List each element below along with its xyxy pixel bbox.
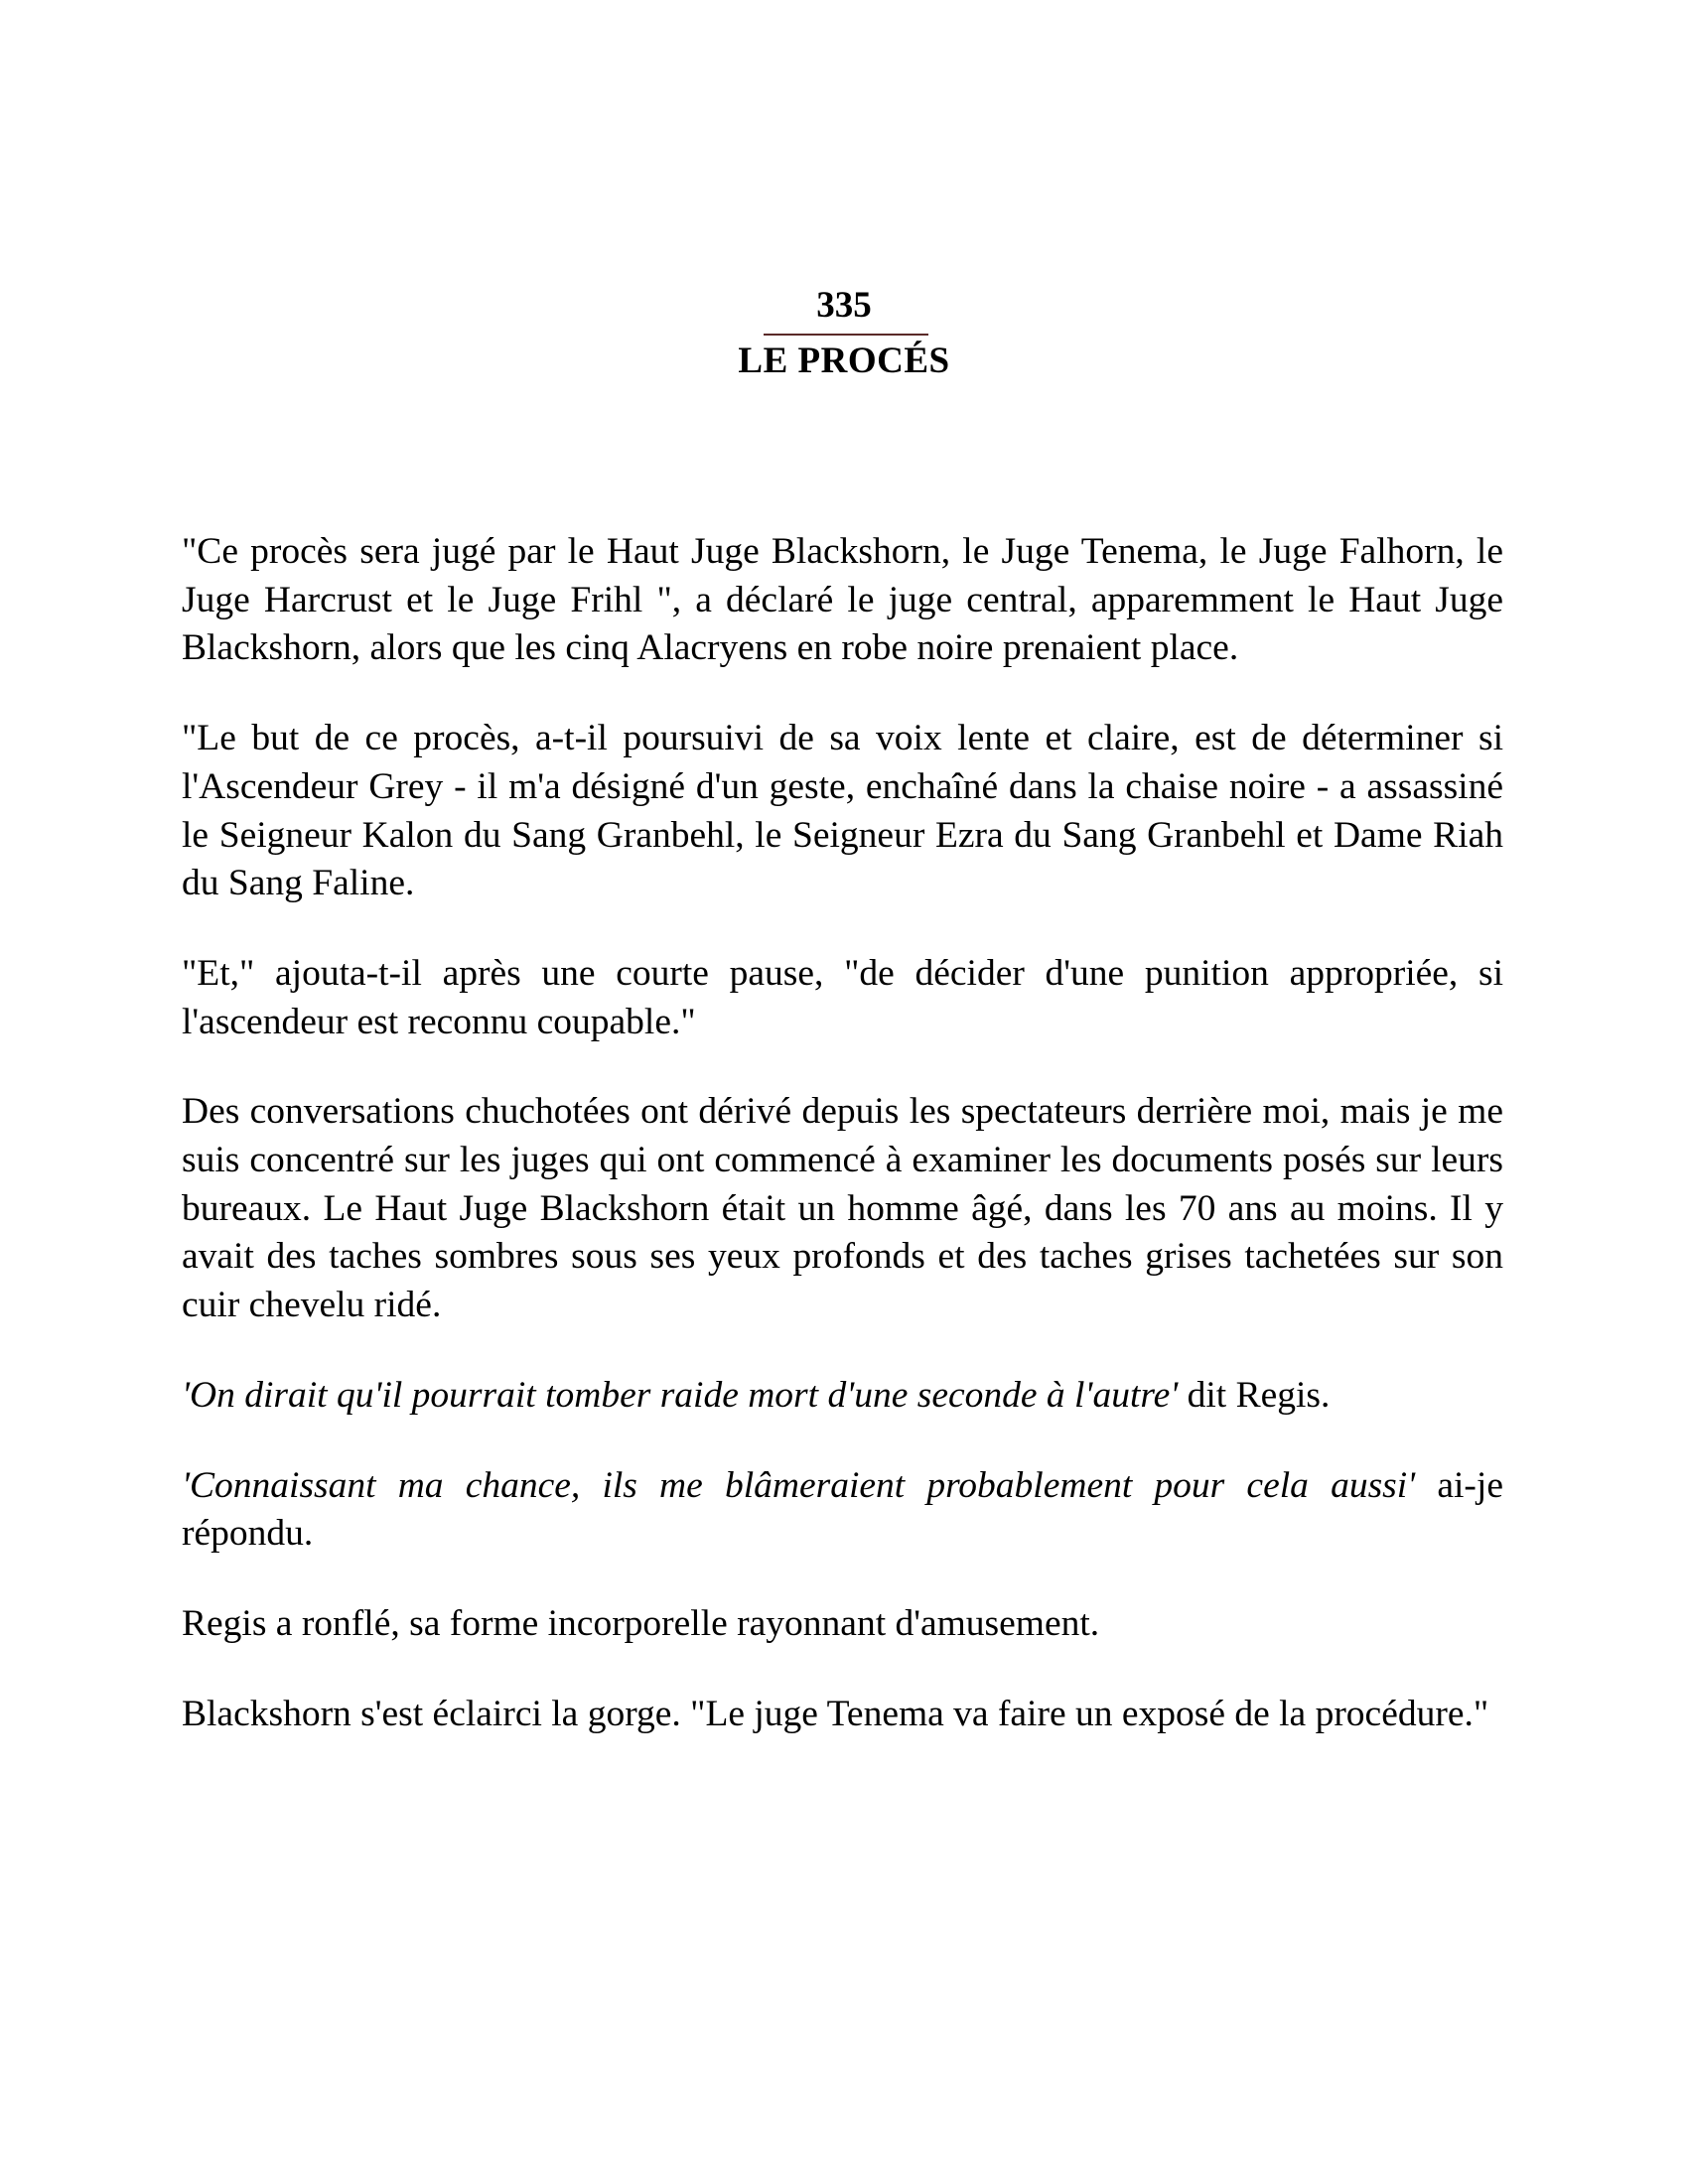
chapter-number: 335 [816,285,872,326]
paragraph [182,1088,1503,1330]
italic-thought: 'On dirait qu'il pourrait tomber raide mort d'une seconde à l'autre' [182,1374,1179,1416]
paragraph [182,1691,1503,1739]
paragraph [182,950,1503,1046]
chapter-title: LE PROCÉS [738,341,950,381]
chapter-divider-rule [764,334,928,336]
paragraph-text: Des conversations chuchotées ont dérivé depuis les spectateurs derrière moi, mais je me suis concentré sur les juges qui ont commencé à examiner les documents posés sur leurs bureaux. Le Haut Juge Blackshorn était un homme âgé, dans les 70 ans au moins. Il y avait des taches sombres sous ses yeux profonds et des taches grises tachetées sur son cuir chevelu ridé. [182,1091,1503,1326]
paragraph [182,1600,1503,1649]
paragraph-text: Regis a ronflé, sa forme incorporelle rayonnant d'amusement. [182,1602,1100,1644]
chapter-body [182,528,1503,1780]
paragraph [182,1372,1503,1421]
paragraph-text: "Ce procès sera jugé par le Haut Juge Blackshorn, le Juge Tenema, le Juge Falhorn, le Juge Harcrust et le Juge Frihl ", a déclaré le juge central, apparemment le Haut Juge Blackshorn, alors que les cinq Alacryens en robe noire prenaient place. [182,531,1503,669]
paragraph-text: dit Regis. [1178,1374,1331,1416]
paragraph-text: ai-je répondu. [182,1464,1503,1555]
paragraph [182,1462,1503,1559]
paragraph-text: "Et," ajouta-t-il après une courte pause, "de décider d'une punition appropriée, si l'ascendeur est reconnu coupable." [182,952,1503,1042]
italic-thought: 'Connaissant ma chance, ils me blâmeraient probablement pour cela aussi' [182,1464,1416,1506]
paragraph [182,528,1503,673]
paragraph [182,715,1503,908]
paragraph-text: "Le but de ce procès, a-t-il poursuivi de sa voix lente et claire, est de déterminer si l'Ascendeur Grey - il m'a désigné d'un geste, enchaîné dans la chaise noire - a assassiné le Seigneur Kalon du Sang Granbehl, le Seigneur Ezra du Sang Granbehl et Dame Riah du Sang Faline. [182,718,1503,904]
paragraph-text: Blackshorn s'est éclairci la gorge. "Le juge Tenema va faire un exposé de la procédure." [182,1693,1489,1734]
